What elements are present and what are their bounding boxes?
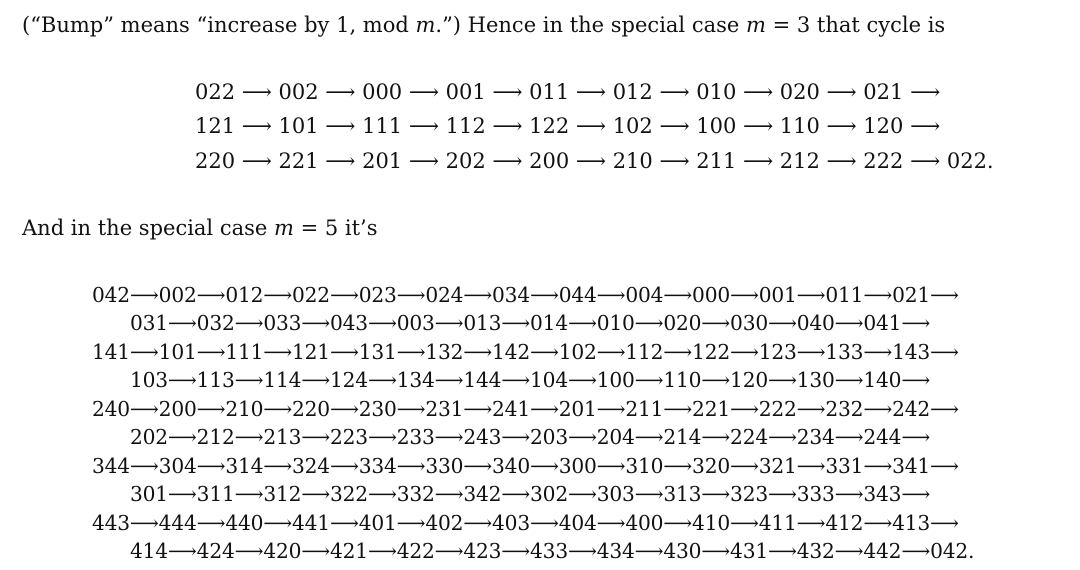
intro-text-before: (“Bump” means “increase by 1, mod [22, 13, 416, 37]
cycle-m5-line-9: 443⟶444⟶440⟶441⟶401⟶402⟶403⟶404⟶400⟶410⟶411⟶412⟶413⟶ [92, 511, 959, 535]
cycle-m3-line-3: 220 ⟶ 221 ⟶ 201 ⟶ 202 ⟶ 200 ⟶ 210 ⟶ 211 ⟶ 212 ⟶ 222 ⟶ 022. [195, 149, 994, 173]
second-variable-m: m [274, 216, 294, 240]
cycle-m5-line-4: 103⟶113⟶114⟶124⟶134⟶144⟶104⟶100⟶110⟶120⟶130⟶140⟶ [130, 368, 931, 392]
cycle-m5-line-2: 031⟶032⟶033⟶043⟶003⟶013⟶014⟶010⟶020⟶030⟶040⟶041⟶ [130, 311, 931, 335]
intro-text-after: = 3 that cycle is [765, 13, 946, 37]
cycle-m5-line-7: 344⟶304⟶314⟶324⟶334⟶330⟶340⟶300⟶310⟶320⟶321⟶331⟶341⟶ [92, 454, 959, 478]
cycle-m5-line-3: 141⟶101⟶111⟶121⟶131⟶132⟶142⟶102⟶112⟶122⟶123⟶133⟶143⟶ [92, 340, 959, 364]
cycle-m3-line-2: 121 ⟶ 101 ⟶ 111 ⟶ 112 ⟶ 122 ⟶ 102 ⟶ 100 ⟶ 110 ⟶ 120 ⟶ [195, 114, 941, 138]
cycle-m3-line-1: 022 ⟶ 002 ⟶ 000 ⟶ 001 ⟶ 011 ⟶ 012 ⟶ 010 ⟶ 020 ⟶ 021 ⟶ [195, 80, 941, 104]
second-paragraph [22, 216, 378, 240]
second-text-before: And in the special case [22, 216, 274, 240]
intro-variable-m: m [415, 13, 436, 37]
intro-text-mid: .”) Hence in the special case [435, 13, 746, 37]
intro-paragraph [22, 13, 945, 37]
cycle-m5-line-8: 301⟶311⟶312⟶322⟶332⟶342⟶302⟶303⟶313⟶323⟶333⟶343⟶ [130, 482, 931, 506]
cycle-m5-line-10: 414⟶424⟶420⟶421⟶422⟶423⟶433⟶434⟶430⟶431⟶432⟶442⟶042. [130, 539, 975, 563]
cycle-m5-line-1: 042⟶002⟶012⟶022⟶023⟶024⟶034⟶044⟶004⟶000⟶001⟶011⟶021⟶ [92, 283, 959, 307]
intro-variable-m-2: m [745, 13, 766, 37]
second-text-after: = 5 it’s [293, 216, 378, 240]
cycle-m5-line-5: 240⟶200⟶210⟶220⟶230⟶231⟶241⟶201⟶211⟶221⟶222⟶232⟶242⟶ [92, 397, 959, 421]
cycle-m5-line-6: 202⟶212⟶213⟶223⟶233⟶243⟶203⟶204⟶214⟶224⟶234⟶244⟶ [130, 425, 931, 449]
